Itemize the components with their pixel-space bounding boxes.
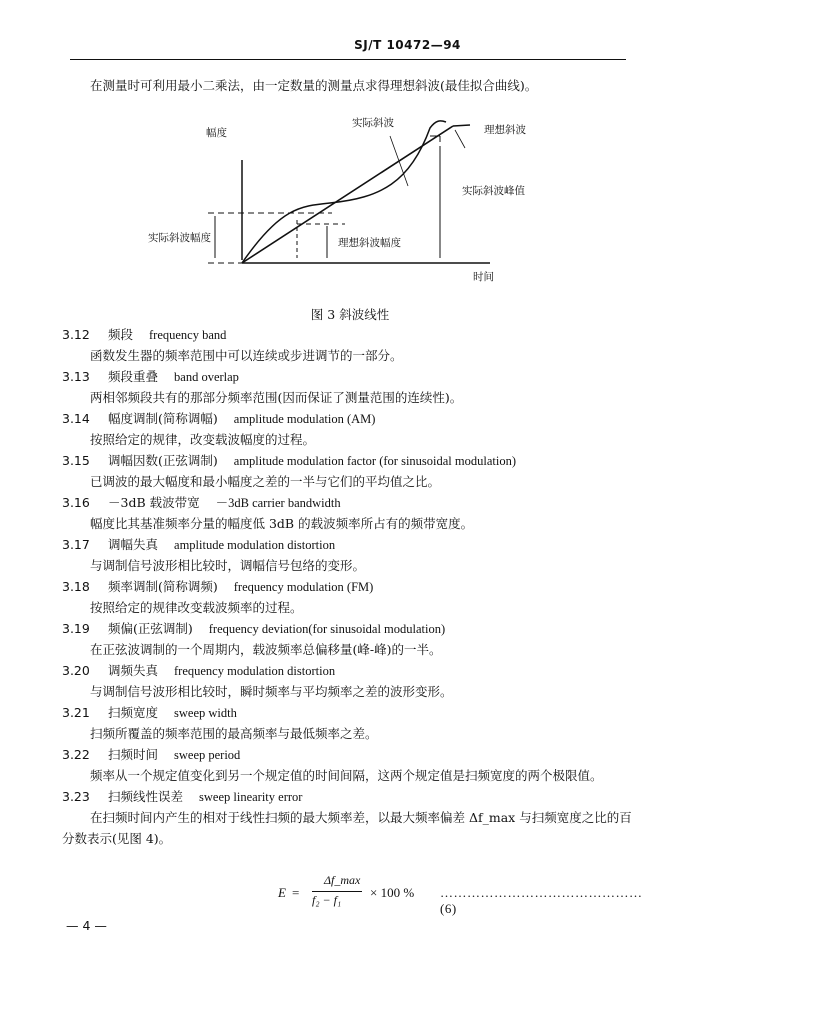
entry-number: 3.17: [62, 537, 90, 552]
entry-term-zh: 幅度调制(简称调幅): [108, 411, 218, 426]
ramp-linearity-figure: [140, 108, 560, 298]
entry-definition: 按照给定的规律改变载波频率的过程。: [90, 600, 303, 615]
definition-entry: [62, 492, 637, 534]
entry-term-zh: 调幅失真: [108, 537, 159, 552]
entry-definition: 两相邻频段共有的那部分频率范围(因而保证了测量范围的连续性)。: [90, 390, 463, 405]
entry-term-en: amplitude modulation factor (for sinusoidal modulation): [233, 454, 516, 468]
entry-term-en: frequency band: [149, 328, 227, 342]
entry-definition: 按照给定的规律，改变载波幅度的过程。: [90, 432, 316, 447]
entry-definition: 扫频所覆盖的频率范围的最高频率与最低频率之差。: [90, 726, 378, 741]
definition-entry: [62, 744, 637, 786]
label-amplitude: 幅度: [206, 127, 227, 139]
entry-term-en: sweep linearity error: [199, 790, 303, 804]
definitions-list: [62, 324, 637, 849]
entry-number: 3.20: [62, 663, 90, 678]
entry-number: 3.19: [62, 621, 90, 636]
formula-fraction-bar: [312, 891, 362, 892]
entry-term-en: sweep width: [174, 706, 237, 720]
entry-term-zh: 频偏(正弦调制): [108, 621, 193, 636]
formula-equals: =: [292, 885, 300, 900]
entry-term-zh: 扫频时间: [108, 747, 159, 762]
formula-number: ………………………………………(6): [440, 885, 643, 916]
entry-term-zh: 频段: [108, 327, 134, 342]
entry-number: 3.12: [62, 327, 90, 342]
entry-number: 3.21: [62, 705, 90, 720]
entry-definition: 在扫频时间内产生的相对于线性扫频的最大频率差，以最大频率偏差 Δf_max 与扫频宽度之比的百分数表示(见图 4)。: [62, 810, 632, 846]
entry-term-en: －3dB carrier bandwidth: [215, 496, 341, 510]
definition-entry: [62, 408, 637, 450]
entry-term-zh: 频率调制(简称调频): [108, 579, 218, 594]
formula-numerator: Δf_max: [324, 873, 361, 887]
entry-definition: 与调制信号波形相比较时，调幅信号包络的变形。: [90, 558, 366, 573]
entry-number: 3.14: [62, 411, 90, 426]
entry-definition: 在正弦波调制的一个周期内，载波频率总偏移量(峰-峰)的一半。: [90, 642, 442, 657]
figure-caption: 图 3 斜波线性: [310, 307, 390, 322]
definition-entry: [62, 450, 637, 492]
entry-term-zh: －3dB 载波带宽: [108, 495, 200, 510]
entry-number: 3.23: [62, 789, 90, 804]
definition-entry: [62, 786, 637, 849]
entry-term-zh: 频段重叠: [108, 369, 159, 384]
formula-6: [278, 873, 643, 916]
entry-definition: 频率从一个规定值变化到另一个规定值的时间间隔，这两个规定值是扫频宽度的两个极限值。: [90, 768, 603, 783]
entry-term-zh: 调频失真: [108, 663, 159, 678]
entry-term-en: band overlap: [174, 370, 239, 384]
intro-paragraph: 在测量时可利用最小二乘法，由一定数量的测量点求得理想斜波(最佳拟合曲线)。: [90, 78, 538, 93]
definition-entry: [62, 660, 637, 702]
formula-denominator: f₂ − f₁: [312, 893, 342, 907]
label-actual-ramp-peak: 实际斜波峰值: [462, 185, 525, 197]
ideal-ramp-tail: [453, 125, 470, 126]
page-header: SJ/T 10472—94: [354, 38, 461, 52]
entry-number: 3.18: [62, 579, 90, 594]
entry-term-en: frequency modulation (FM): [233, 580, 374, 594]
definition-entry: [62, 576, 637, 618]
entry-definition: 幅度比其基准频率分量的幅度低 3dB 的载波频率所占有的频带宽度。: [90, 516, 474, 531]
formula-lhs: E: [278, 885, 286, 900]
entry-definition: 与调制信号波形相比较时，瞬时频率与平均频率之差的波形变形。: [90, 684, 453, 699]
definition-entry: [62, 702, 637, 744]
entry-definition: 已调波的最大幅度和最小幅度之差的一半与它们的平均值之比。: [90, 474, 441, 489]
entry-number: 3.22: [62, 747, 90, 762]
label-ideal-ramp-amplitude: 理想斜波幅度: [338, 237, 401, 249]
header-rule: [70, 59, 626, 60]
entry-term-en: frequency deviation(for sinusoidal modulation): [208, 622, 446, 636]
formula-multiplier: × 100 %: [370, 885, 415, 900]
definition-entry: [62, 534, 637, 576]
entry-term-zh: 扫频线性误差: [108, 789, 184, 804]
ideal-ramp-leader: [455, 130, 465, 148]
entry-term-zh: 调幅因数(正弦调制): [108, 453, 218, 468]
entry-term-en: sweep period: [174, 748, 241, 762]
label-ideal-ramp: 理想斜波: [484, 124, 526, 136]
entry-number: 3.15: [62, 453, 90, 468]
entry-definition: 函数发生器的频率范围中可以连续或步进调节的一部分。: [90, 348, 403, 363]
entry-number: 3.16: [62, 495, 90, 510]
entry-term-en: frequency modulation distortion: [174, 664, 336, 678]
entry-term-en: amplitude modulation (AM): [233, 412, 376, 426]
definition-entry: [62, 366, 637, 408]
label-time: 时间: [473, 271, 494, 283]
entry-number: 3.13: [62, 369, 90, 384]
entry-term-zh: 扫频宽度: [108, 705, 159, 720]
definition-entry: [62, 324, 637, 366]
definition-entry: [62, 618, 637, 660]
label-actual-ramp: 实际斜波: [352, 117, 394, 129]
page-number: — 4 —: [66, 918, 107, 933]
entry-term-en: amplitude modulation distortion: [174, 538, 336, 552]
label-actual-ramp-amplitude: 实际斜波幅度: [148, 232, 211, 244]
